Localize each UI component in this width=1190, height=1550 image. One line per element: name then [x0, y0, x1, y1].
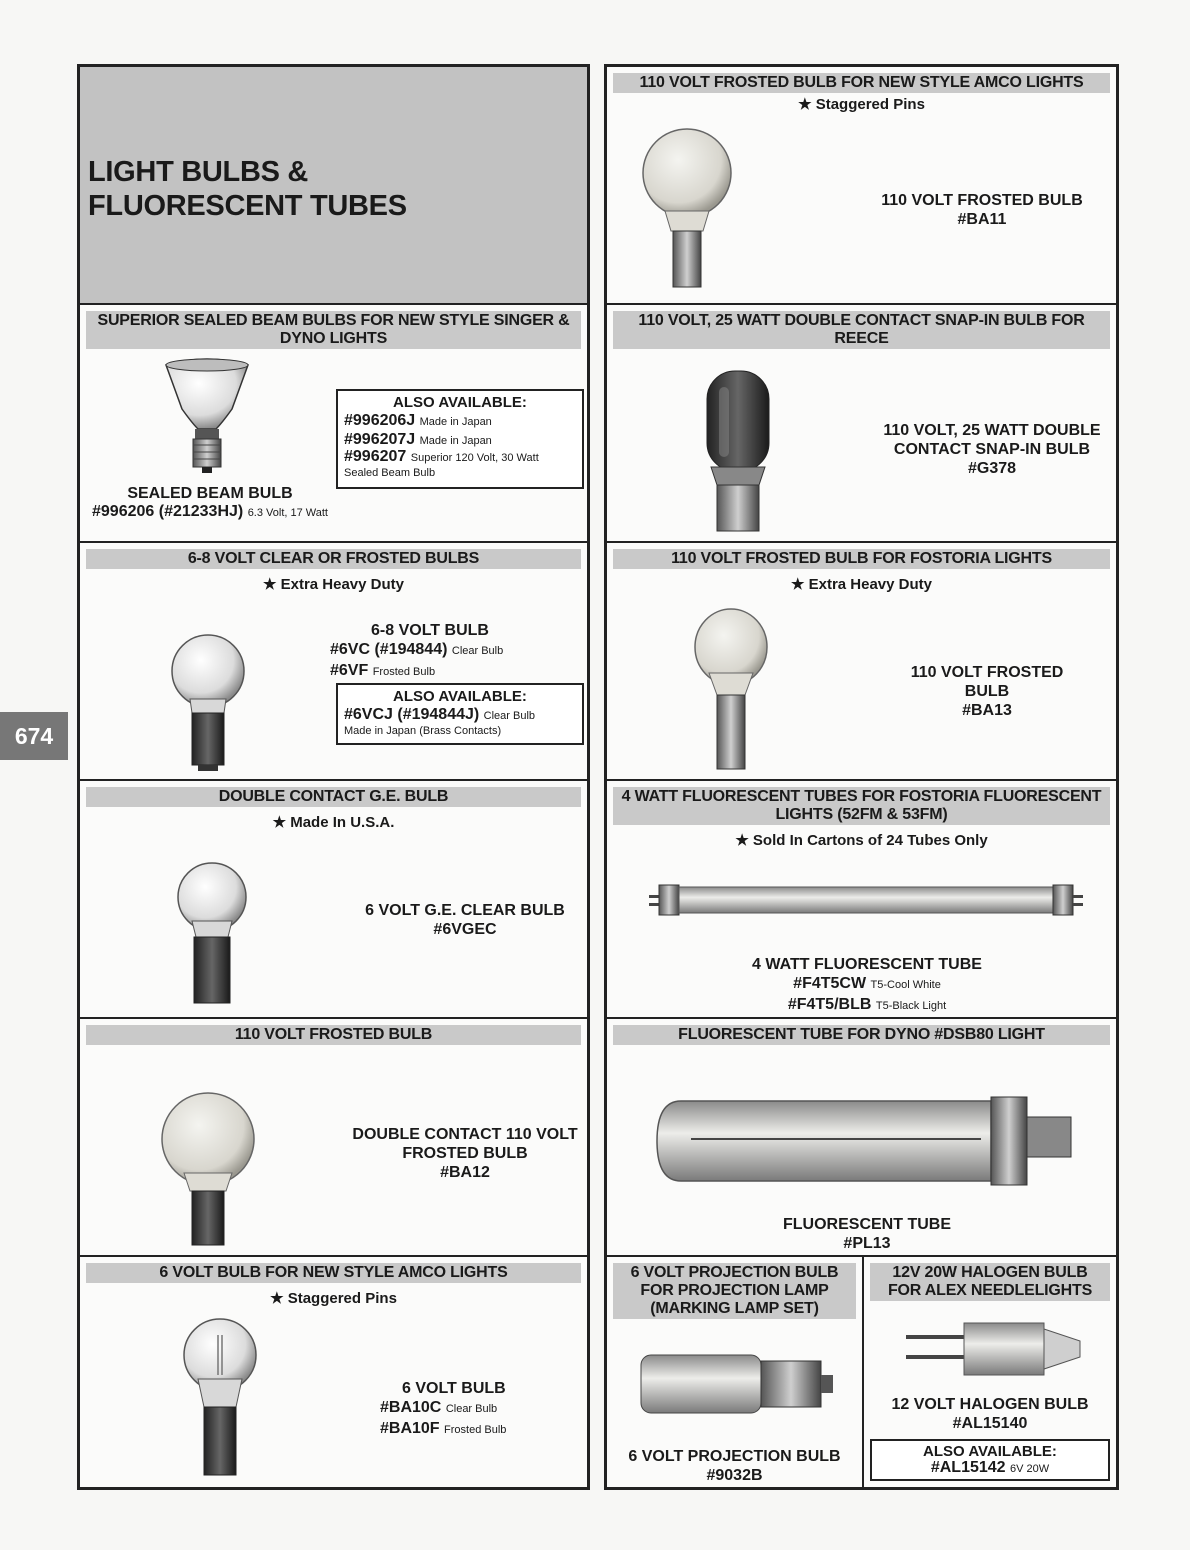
section-header: 12V 20W HALOGEN BULB FOR ALEX NEEDLELIGHTS: [870, 1263, 1110, 1301]
also-available-title: ALSO AVAILABLE:: [393, 394, 527, 411]
part-desc: Made in Japan (Brass Contacts): [344, 725, 502, 737]
product-label: [607, 1447, 862, 1485]
also-available-title: ALSO AVAILABLE:: [923, 1443, 1057, 1460]
section-note: ★ Staggered Pins: [798, 96, 925, 113]
part-number: #6VC (#194844): [330, 641, 448, 658]
product-name: 6 VOLT BULB: [402, 1380, 506, 1397]
part-number: #AL15142: [930, 1459, 1006, 1476]
reece-bulb-image: [703, 367, 773, 537]
frosted-110-bulb-image: [158, 1091, 258, 1251]
amco-110-section: [607, 67, 1116, 305]
part-number: #G378: [967, 460, 1017, 477]
page-number: 674: [14, 723, 54, 749]
part-number: #BA12: [440, 1164, 490, 1181]
also-available-box: [336, 389, 584, 489]
part-spec: 6.3 Volt, 17 Watt: [247, 507, 328, 519]
section-note: ★ Made In U.S.A.: [272, 814, 395, 831]
product-label: [90, 485, 330, 522]
page-number-tab: [0, 712, 68, 760]
part-desc: Superior 120 Volt, 30 Watt Sealed Beam Bulb: [344, 452, 539, 479]
section-note: ★ Sold In Cartons of 24 Tubes Only: [735, 832, 988, 849]
product-name: 110 VOLT FROSTED BULB: [881, 192, 1083, 209]
product-name: 6 VOLT G.E. CLEAR BULB: [365, 902, 565, 919]
product-name: 4 WATT FLUORESCENT TUBE: [752, 956, 982, 973]
part-number: #F4T5/BLB: [787, 996, 872, 1013]
part-desc: T5-Cool White: [870, 979, 941, 991]
part-desc: Clear Bulb: [483, 710, 536, 722]
product-label: [887, 663, 1087, 720]
product-name: 110 VOLT FROSTED BULB: [910, 664, 1064, 700]
projection-section: [607, 1257, 864, 1487]
section-header: FLUORESCENT TUBE FOR DYNO #DSB80 LIGHT: [613, 1025, 1110, 1045]
halogen-section: [864, 1257, 1116, 1487]
sealed-beam-bulb-image: [162, 357, 252, 477]
product-label: [717, 955, 1017, 1016]
product-name: FLUORESCENT TUBE: [783, 1216, 951, 1233]
title-cell: [80, 67, 587, 305]
right-column: [604, 64, 1119, 1490]
halogen-bulb-image: [904, 1315, 1094, 1385]
also-available-box: [870, 1439, 1110, 1481]
product-label: [330, 621, 587, 682]
product-name: FROSTED BULB: [402, 1145, 528, 1162]
part-number: #6VCJ (#194844J): [344, 706, 480, 723]
part-number: #BA10F: [380, 1420, 440, 1437]
dyno-tube-image: [651, 1091, 1091, 1191]
section-header: 110 VOLT FROSTED BULB FOR FOSTORIA LIGHTS: [613, 549, 1110, 569]
section-header: 6 VOLT PROJECTION BULB FOR PROJECTION LAMP (MARKING LAMP SET): [613, 1263, 856, 1319]
left-column: [77, 64, 590, 1490]
fostoria-section: [607, 543, 1116, 781]
product-label: [877, 421, 1107, 478]
frosted-110-section: [80, 1019, 587, 1257]
part-number: #996207J: [344, 431, 416, 448]
six-eight-volt-bulb-image: [168, 633, 248, 773]
reece-section: [607, 305, 1116, 543]
part-desc: Frosted Bulb: [372, 666, 436, 678]
part-number: #F4T5CW: [793, 975, 867, 992]
page-title: LIGHT BULBS & FLUORESCENT TUBES: [88, 156, 407, 222]
amco-6v-bulb-image: [180, 1315, 260, 1483]
section-header: DOUBLE CONTACT G.E. BULB: [86, 787, 581, 807]
fostoria-bulb-image: [691, 607, 771, 777]
part-number: #PL13: [843, 1235, 891, 1252]
amco-6v-section: [80, 1257, 587, 1487]
product-label: [864, 1395, 1116, 1433]
product-name: DOUBLE CONTACT 110 VOLT: [352, 1126, 578, 1143]
part-desc: T5-Black Light: [875, 1000, 947, 1012]
product-name: 12 VOLT HALOGEN BULB: [891, 1396, 1089, 1413]
section-header: SUPERIOR SEALED BEAM BULBS FOR NEW STYLE SINGER & DYNO LIGHTS: [86, 311, 581, 349]
section-header: 110 VOLT, 25 WATT DOUBLE CONTACT SNAP-IN BULB FOR REECE: [613, 311, 1110, 349]
part-number: #BA10C: [380, 1399, 442, 1416]
bottom-row: [607, 1257, 1116, 1487]
section-note: ★ Extra Heavy Duty: [790, 576, 932, 593]
six-eight-volt-section: [80, 543, 587, 781]
product-name: SEALED BEAM BULB: [127, 485, 293, 502]
part-number: #996207: [344, 448, 407, 465]
also-available-box: [336, 683, 584, 745]
part-number: #6VF: [330, 662, 369, 679]
product-label: [350, 901, 580, 939]
part-desc: Frosted Bulb: [444, 1424, 507, 1436]
ge-bulb-section: [80, 781, 587, 1019]
part-number: #BA11: [957, 211, 1007, 228]
product-name: 6 VOLT PROJECTION BULB: [628, 1448, 841, 1465]
part-desc: 6V 20W: [1010, 1463, 1050, 1475]
product-label: [757, 1215, 977, 1253]
section-header: 4 WATT FLUORESCENT TUBES FOR FOSTORIA FLUORESCENT LIGHTS (52FM & 53FM): [613, 787, 1110, 825]
section-header: 110 VOLT FROSTED BULB: [86, 1025, 581, 1045]
part-desc: Clear Bulb: [445, 1403, 498, 1415]
ge-bulb-image: [172, 861, 252, 1011]
part-number: #BA13: [962, 702, 1012, 719]
also-available-title: ALSO AVAILABLE:: [393, 688, 527, 705]
product-name: 110 VOLT, 25 WATT DOUBLE: [883, 422, 1101, 439]
part-number: #996206J: [344, 412, 416, 429]
section-note: ★ Extra Heavy Duty: [262, 576, 404, 593]
part-number: #9032B: [706, 1467, 763, 1484]
sealed-beam-section: [80, 305, 587, 543]
part-desc: Made in Japan: [419, 435, 492, 447]
section-header: 6-8 VOLT CLEAR OR FROSTED BULBS: [86, 549, 581, 569]
part-desc: Clear Bulb: [451, 645, 504, 657]
amco-110-bulb-image: [637, 127, 737, 297]
part-number: #6VGEC: [433, 921, 497, 938]
product-label: [350, 1125, 580, 1182]
fluorescent-4w-tube-image: [647, 877, 1087, 917]
projection-bulb-image: [637, 1349, 837, 1419]
dyno-section: [607, 1019, 1116, 1257]
section-header: 6 VOLT BULB FOR NEW STYLE AMCO LIGHTS: [86, 1263, 581, 1283]
product-name: 6-8 VOLT BULB: [371, 622, 489, 639]
product-label: [877, 191, 1087, 229]
product-label: [380, 1379, 540, 1440]
part-number: #996206 (#21233HJ): [92, 503, 244, 520]
part-desc: Made in Japan: [419, 416, 492, 428]
part-number: #AL15140: [952, 1415, 1028, 1432]
section-note: ★ Staggered Pins: [270, 1290, 397, 1307]
section-header: 110 VOLT FROSTED BULB FOR NEW STYLE AMCO LIGHTS: [613, 73, 1110, 93]
product-name: CONTACT SNAP-IN BULB: [893, 441, 1091, 458]
fluorescent-4w-section: [607, 781, 1116, 1019]
